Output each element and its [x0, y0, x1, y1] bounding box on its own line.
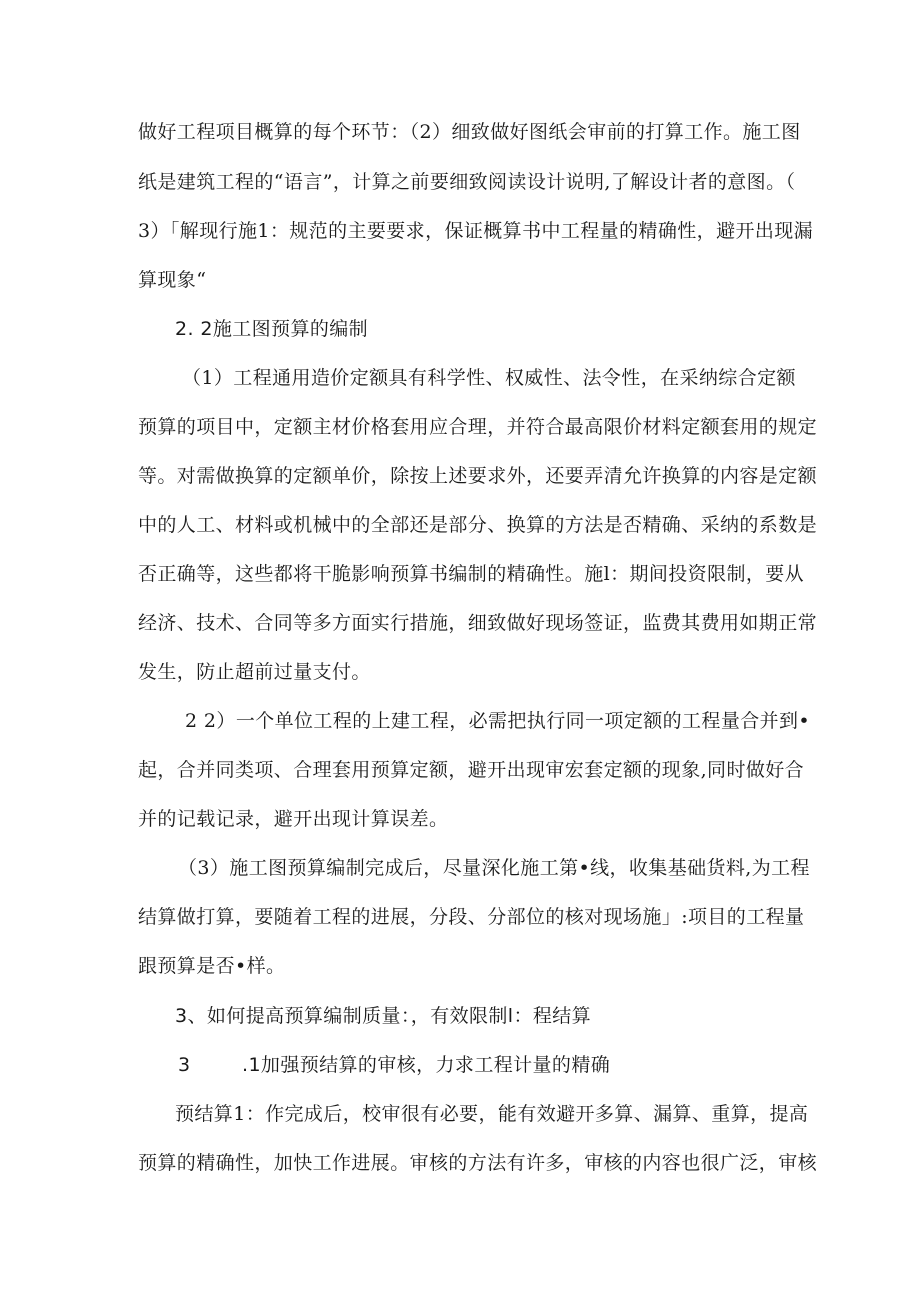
subsection-number: 3	[178, 1054, 191, 1076]
paragraph-line: 纸是建筑工程的“语言”，计算之前要细致阅读设计说明,了解设计者的意图。（	[138, 171, 796, 193]
paragraph-line: 预算的项目中，定额主材价格套用应合理，并符合最高限价材料定额套用的规定	[138, 416, 818, 438]
paragraph-line: 并的记载记录，避开出现计算误差。	[138, 808, 449, 830]
paragraph-line: 算现象“	[138, 269, 207, 291]
paragraph-line: 中的人工、材料或机械中的全部还是部分、换算的方法是否精确、采纳的系数是	[138, 514, 818, 536]
paragraph-line: 跟预算是否•样。	[138, 955, 286, 977]
paragraph-line: 等。对需做换算的定额单价，除按上述要求外，还要弄清允许换算的内容是定额	[138, 465, 818, 487]
paragraph-line: 预结算1：作完成后，校审很有必要，能有效避开多算、漏算、重算，提高	[175, 1103, 809, 1125]
paragraph-line: 3）「解现行施1：规范的主要要求，保证概算书中工程量的精确性，避开出现漏	[138, 220, 814, 242]
paragraph-line: 发生，防止超前过量支付。	[138, 661, 371, 683]
paragraph-line: 结算做打算，要随着工程的进展，分段、分部位的核对现场施」:项目的工程量	[138, 906, 805, 928]
paragraph-line: 起，合并同类项、合理套用预算定额，避开出现审宏套定额的现象,同时做好合	[138, 759, 805, 781]
paragraph-line: （1）工程通用造价定额具有科学性、权威性、法令性，在采纳综合定额	[182, 367, 796, 389]
paragraph-line: 2 2）一个单位工程的上建工程，必需把执行同一项定额的工程量合并到•	[185, 710, 811, 732]
section-heading: 2. 2施工图预算的编制	[175, 318, 369, 340]
paragraph-line: 做好工程项目概算的每个环节：（2）细致做好图纸会审前的打算工作。施工图	[138, 121, 801, 143]
paragraph-line: 经济、技术、合同等多方面实行措施，细致做好现场签证，监费其费用如期正常	[138, 612, 818, 634]
paragraph-line: 预算的精确性，加快工作进展。审核的方法有许多，审核的内容也很广泛，审核	[138, 1152, 818, 1174]
paragraph-line: 否正确等，这些都将干脆影响预算书编制的精确性。施l：期间投资限制，要从	[138, 563, 805, 585]
paragraph-line: （3）施工图预算编制完成后，尽量深化施工第•线，收集基础货料,为工程	[178, 857, 810, 879]
subsection-heading: .1加强预结算的审核，力求工程计量的精确	[242, 1054, 611, 1076]
section-heading: 3、如何提高预算编制质量：，有效限制l：程结算	[175, 1005, 592, 1027]
